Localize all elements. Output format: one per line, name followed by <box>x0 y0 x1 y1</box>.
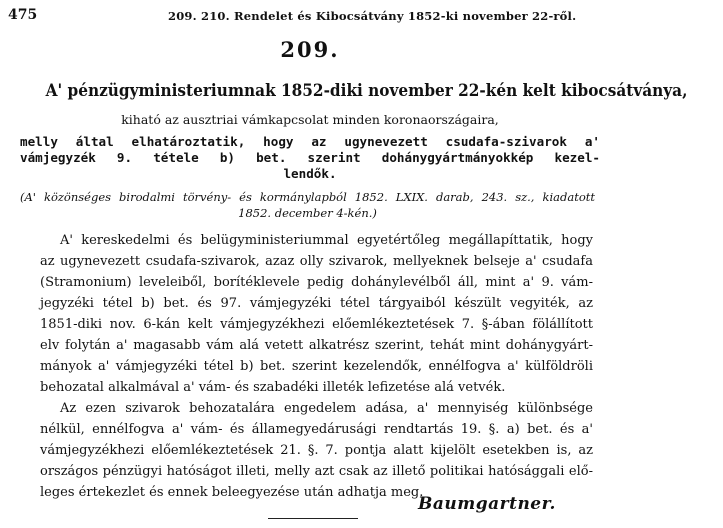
paragraph-line: nélkül, ennélfogva a' vám- és államegyedárusági rendtartás 19. §. a) bet. és a' <box>40 422 593 437</box>
paragraph-line: behozatal alkalmával a' vám- és szabadéki illeték lefizetése alá vetvék. <box>40 380 506 395</box>
running-head: 209. 210. Rendelet és Kibocsátvány 1852-ki november 22-ről. <box>168 9 577 23</box>
subject-line: lendők. <box>283 166 337 181</box>
closing-rule <box>268 518 358 519</box>
paragraph-line: az ugynevezett csudafa-szivarok, azaz olly szivarok, mellyeknek belseje a' csudafa <box>40 254 593 269</box>
document-number: 209. <box>280 37 340 62</box>
subject-line: melly által elhatároztatik, hogy az ugynevezett csudafa-szivarok a' <box>20 134 600 149</box>
paragraph-line: vámjegyzékhezi előemlékeztetések 21. §. 7. pontja alatt kijelölt esetekben is, az <box>40 443 593 458</box>
paragraph-line: országos pénzügyi hatóságot illeti, melly azt csak az illető politikai hatósággali elő- <box>40 464 593 479</box>
paragraph-line: leges értekezlet és ennek beleegyezése után adhatja meg. <box>40 485 424 500</box>
subject-line: vámjegyzék 9. tétele b) bet. szerint dohánygyártmányokkép kezel- <box>20 150 600 165</box>
signature: Baumgartner. <box>418 494 556 514</box>
paragraph-line: A' kereskedelmi és belügyministeriummal egyetértőleg megállapíttatik, hogy <box>60 233 593 248</box>
paragraph-line: (Stramonium) leveleiből, borítéklevele pedig dohánylevélből áll, mint a' 9. vám- <box>40 275 593 290</box>
paragraph-line: Az ezen szivarok behozatalára engedelem adása, a' mennyiség különbsége <box>60 401 593 416</box>
document-subtitle: kiható az ausztriai vámkapcsolat minden koronaországaira, <box>121 112 499 127</box>
paragraph-line: jegyzéki tétel b) bet. és 97. vámjegyzéki tétel tárgyaiból készült vegyiték, az <box>40 296 593 311</box>
paragraph-line: mányok a' vámjegyzéki tétel b) bet. szerint kezelendők, ennélfogva a' külföldröli <box>40 359 593 374</box>
document-title <box>10 81 688 101</box>
source-line: (A' közönséges birodalmi törvény- és kormánylapból 1852. LXIX. darab, 243. sz., kiadatott <box>20 190 595 204</box>
paragraph-line: 1851-diki nov. 6-kán kelt vámjegyzékhezi előemlékeztetések 7. §-ában fölállított <box>40 317 593 332</box>
source-line: 1852. december 4-kén.) <box>238 206 377 220</box>
paragraph-line: elv folytán a' magasabb vám alá vetett alkatrész szerint, tehát mint dohánygyárt- <box>40 338 593 353</box>
page-number: 475 <box>8 7 38 23</box>
document-title-text: A' pénzügyministeriumnak 1852-diki november 22-kén kelt kibocsátványa, <box>45 81 688 101</box>
